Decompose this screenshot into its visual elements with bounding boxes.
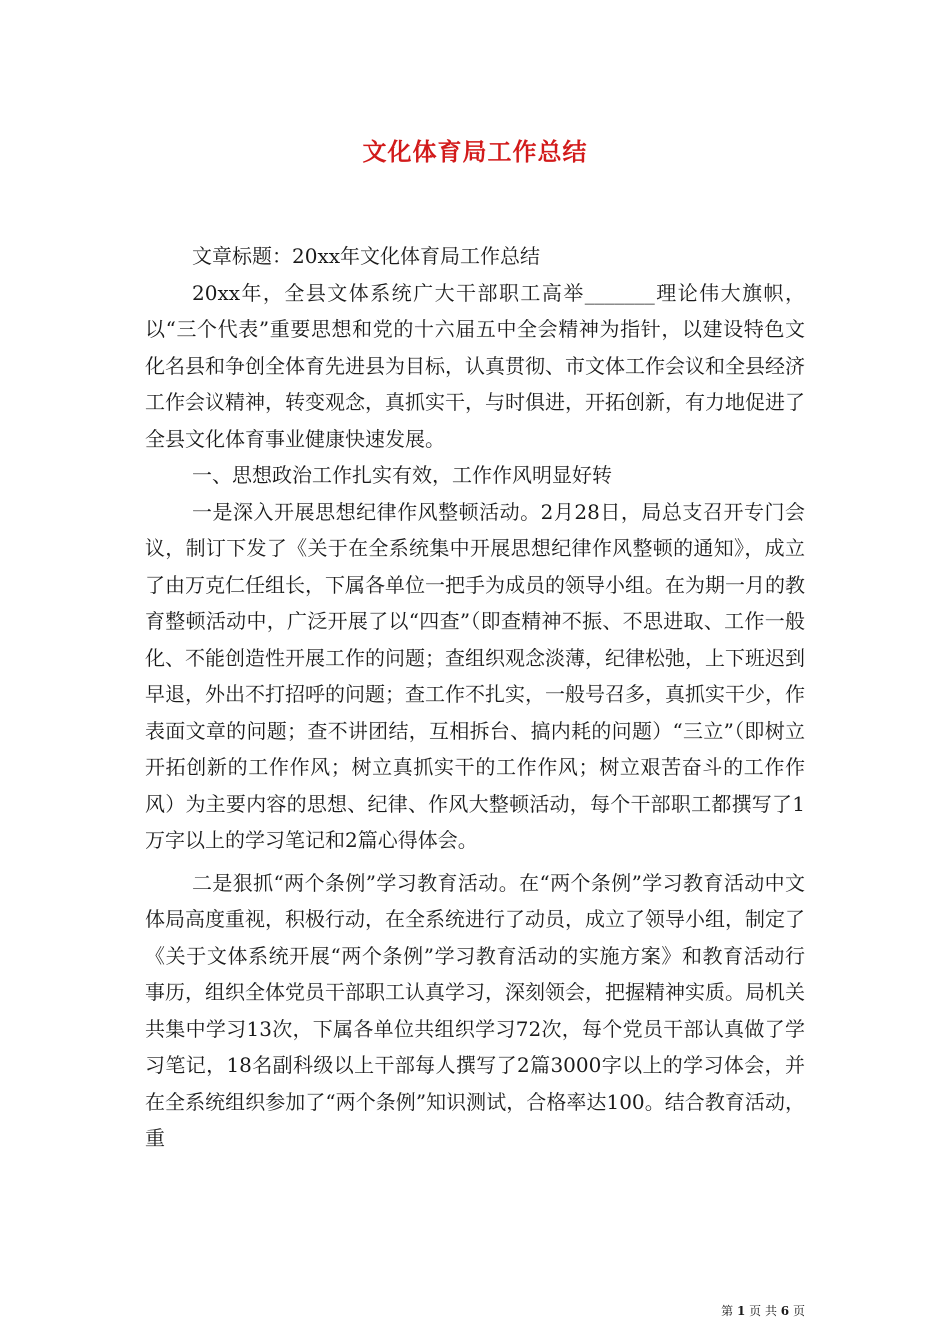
page-suffix: 页 [792,1304,805,1318]
page-number [721,1302,805,1319]
document-title: 文化体育局工作总结 [362,138,588,166]
page-middle: 页 共 [749,1304,777,1318]
total-pages: 6 [780,1304,790,1318]
section-heading: 一、思想政治工作扎实有效，工作作风明显好转 [192,463,612,487]
current-page: 1 [736,1304,746,1318]
article-title-label: 文章标题：20xx年文化体育局工作总结 [192,244,541,268]
page-prefix: 第 [721,1304,734,1318]
document-body [145,238,805,1157]
body-paragraph: 一是深入开展思想纪律作风整顿活动。2月28日，局总支召开专门会议，制订下发了《关于在全系统集中开展思想纪律作风整顿的通知》，成立了由万克仁任组长，下属各单位一把手为成员的领导小组。在为期一月的教育整顿活动中，广泛开展了以“四查”（即查精神不振、不思进取、工作一般化、不能创造性开展工作的问题；查组织观念淡薄，纪律松弛，上下班迟到早退，外出不打招呼的问题；查工作不扎实，一般号召多，真抓实干少，作表面文章的问题；查不讲团结，互相拆台、搞内耗的问题）“三立”（即树立开拓创新的工作作风；树立真抓实干的工作作风；树立艰苦奋斗的工作作风）为主要内容的思想、纪律、作风大整顿活动，每个干部职工都撰写了1万字以上的学习笔记和2篇心得体会。 [145,499,805,852]
intro-paragraph: 20xx年，全县文体系统广大干部职工高举_______理论伟大旗帜，以“三个代表”重要思想和党的十六届五中全会精神为指针，以建设特色文化名县和争创全体育先进县为目标，认真贯彻、市文体工作会议和全县经济工作会议精神，转变观念，真抓实干，与时俱进，开拓创新，有力地促进了全县文化体育事业健康快速发展。 [145,280,805,451]
body-paragraph: 二是狠抓“两个条例”学习教育活动。在“两个条例”学习教育活动中文体局高度重视，积极行动，在全系统进行了动员，成立了领导小组，制定了《关于文体系统开展“两个条例”学习教育活动的实施方案》和教育活动行事历，组织全体党员干部职工认真学习，深刻领会，把握精神实质。局机关共集中学习13次，下属各单位共组织学习72次，每个党员干部认真做了学习笔记，18名副科级以上干部每人撰写了2篇3000字以上的学习体会，并在全系统组织参加了“两个条例”知识测试，合格率达100。结合教育活动，重 [145,870,805,1150]
